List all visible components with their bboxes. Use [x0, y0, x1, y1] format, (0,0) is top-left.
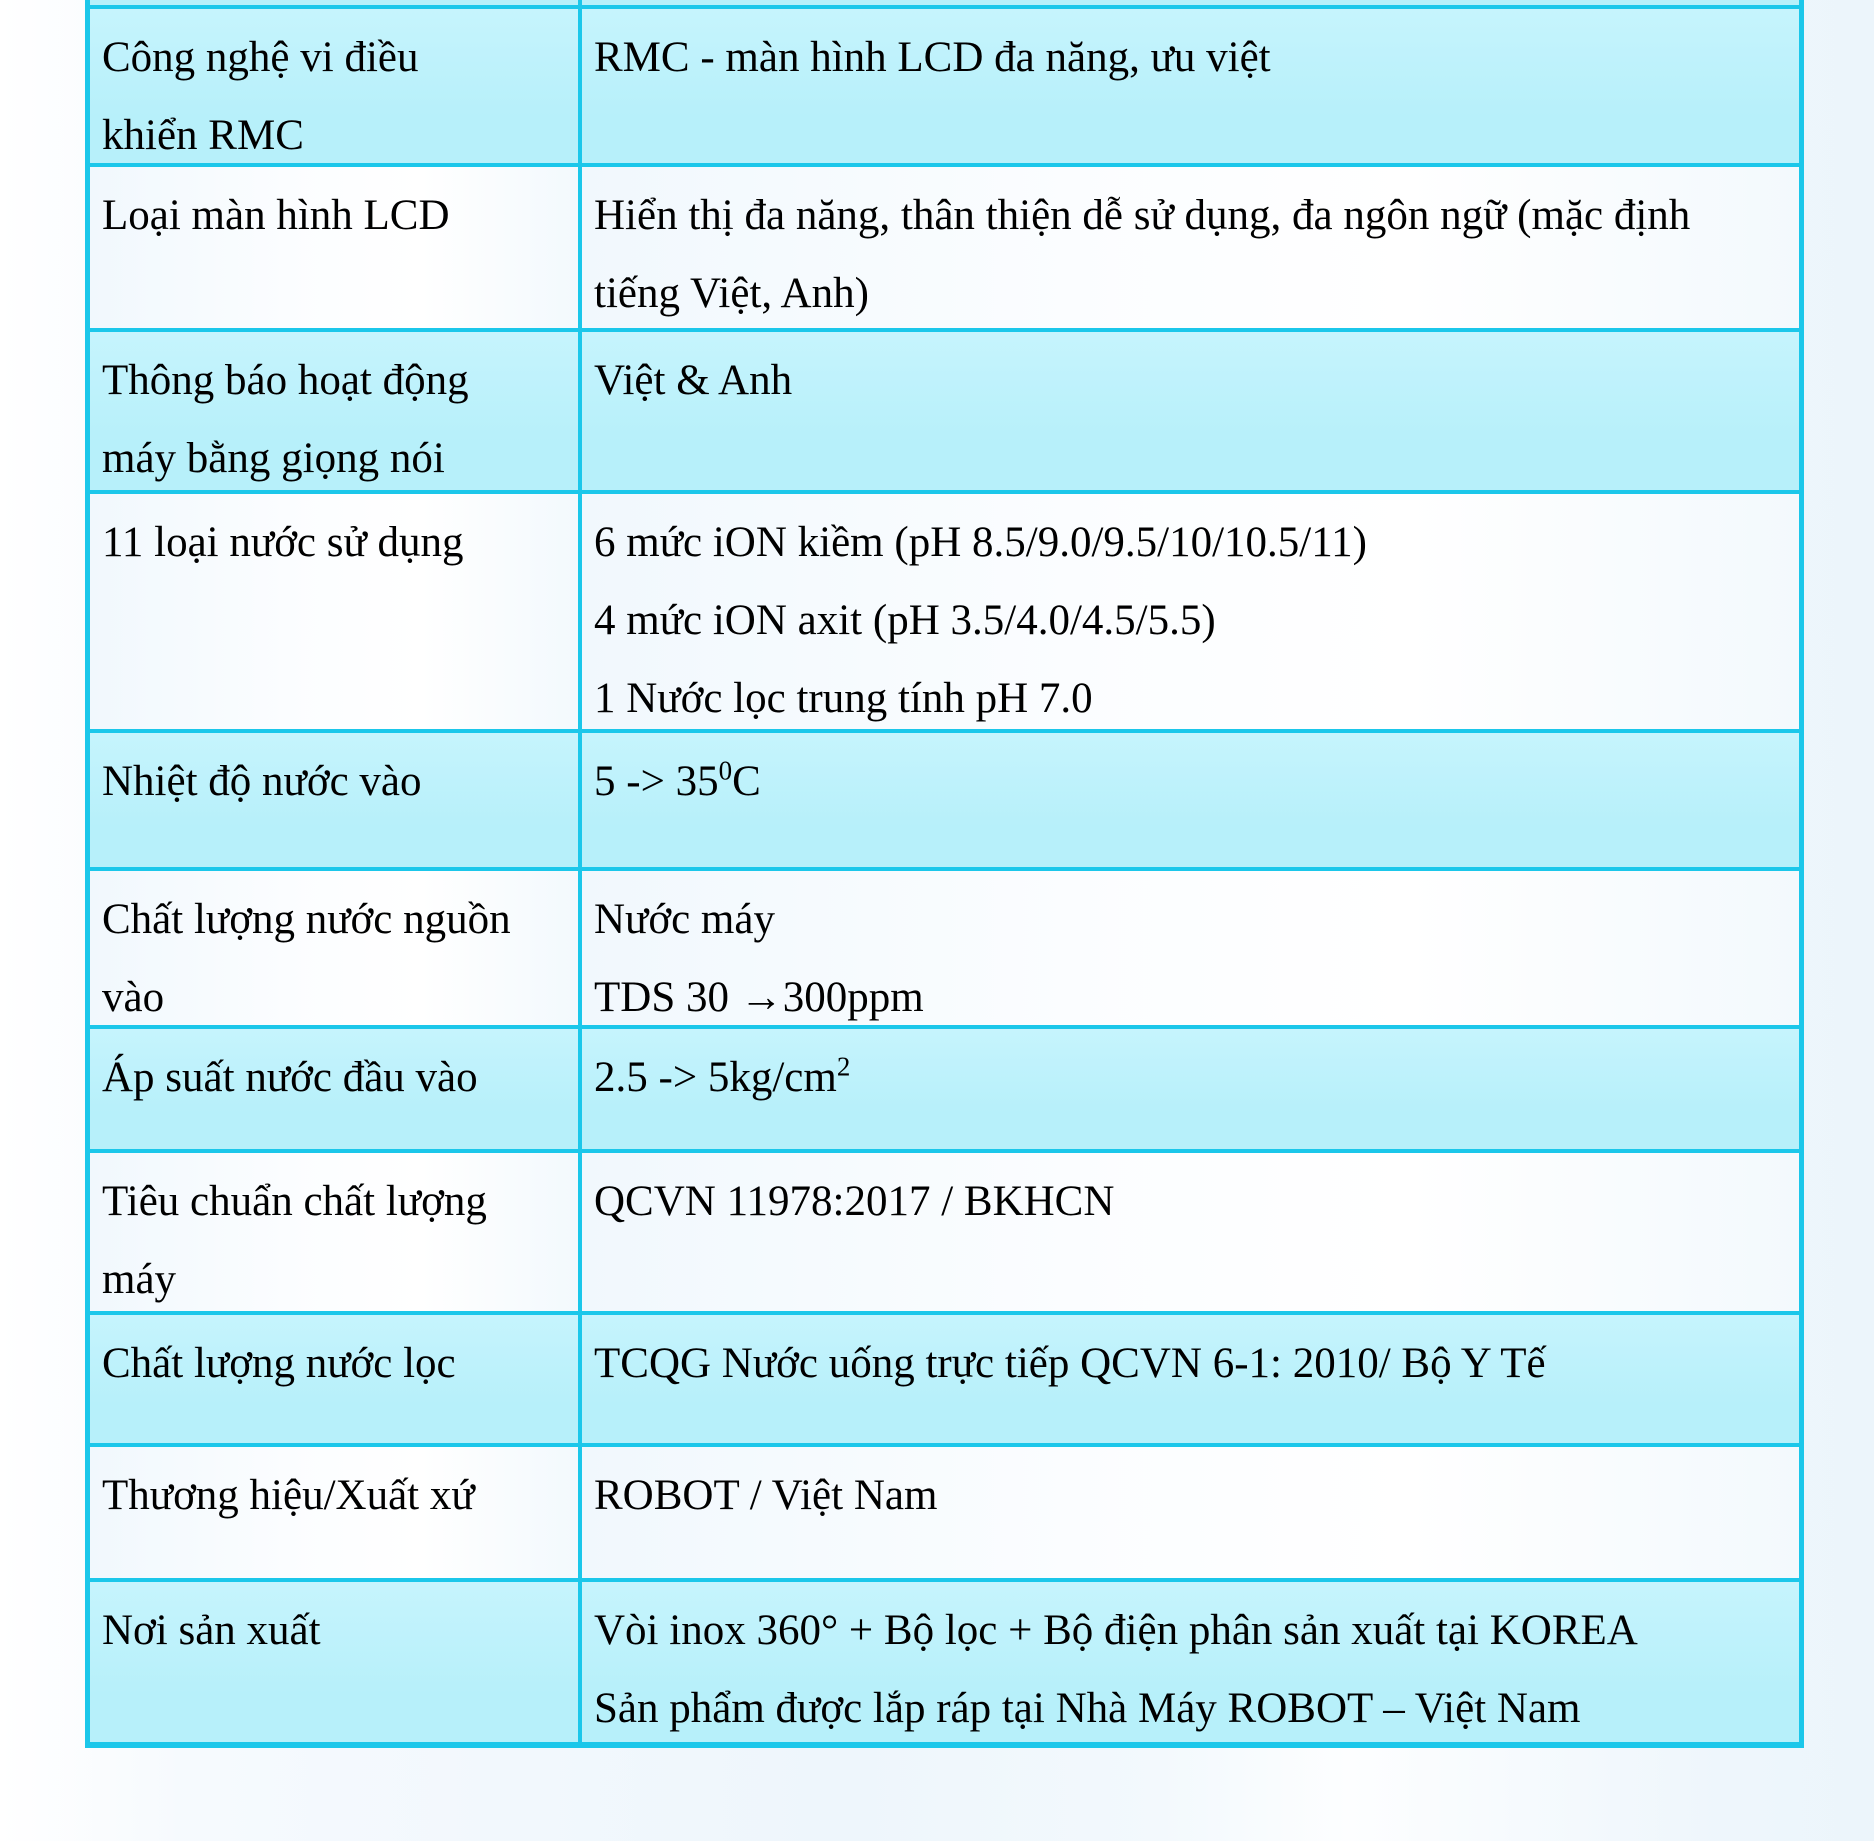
spec-value-cell	[578, 9, 1799, 163]
spec-value-cell	[578, 1447, 1799, 1578]
spec-value-text: Vòi inox 360° + Bộ lọc + Bộ điện phân sản xuất tại KOREA	[594, 1607, 1638, 1654]
spec-label-text: 11 loại nước sử dụng	[102, 519, 464, 566]
table-row	[90, 1025, 1799, 1149]
superscript: 0	[718, 755, 733, 786]
spec-value-text: RMC - màn hình LCD đa năng, ưu việt	[594, 34, 1271, 81]
spec-value-text: 1 Nước lọc trung tính pH 7.0	[594, 675, 1093, 722]
value-prefix: 5 -> 35	[594, 758, 719, 805]
spec-label-text: Nơi sản xuất	[102, 1607, 321, 1654]
table-row	[90, 1443, 1799, 1578]
spec-label-text: máy bằng giọng nói	[102, 435, 445, 482]
spec-label-text: Tiêu chuẩn chất lượng	[102, 1178, 487, 1225]
table-row	[90, 1578, 1799, 1742]
spec-value-text: Việt & Anh	[594, 357, 793, 404]
spec-value-text: 6 mức iON kiềm (pH 8.5/9.0/9.5/10/10.5/11)	[594, 519, 1367, 566]
spec-value-text: TDS 30 →300ppm	[594, 974, 924, 1021]
spec-label-text: Loại màn hình LCD	[102, 192, 450, 239]
spec-label-text: Chất lượng nước nguồn	[102, 896, 511, 943]
spec-label-cell	[90, 332, 578, 490]
spec-value-cell	[578, 0, 1799, 5]
spec-label-text: Chất lượng nước lọc	[102, 1340, 456, 1387]
spec-label-text: máy	[102, 1256, 177, 1303]
spec-table	[85, 0, 1804, 1748]
spec-value-cell	[578, 1153, 1799, 1311]
spec-value-cell	[578, 1029, 1799, 1149]
spec-label-cell	[90, 1447, 578, 1578]
spec-value-cell	[578, 733, 1799, 867]
spec-value-text: TCQG Nước uống trực tiếp QCVN 6-1: 2010/ Bộ Y Tế	[594, 1340, 1546, 1387]
table-row	[90, 490, 1799, 729]
spec-value-text: 4 mức iON axit (pH 3.5/4.0/4.5/5.5)	[594, 597, 1216, 644]
value-suffix: C	[732, 758, 761, 805]
table-row	[90, 1311, 1799, 1443]
table-row	[90, 328, 1799, 490]
spec-label-cell	[90, 494, 578, 729]
spec-label-cell	[90, 871, 578, 1025]
partial-row-top	[90, 0, 1799, 5]
spec-value-cell	[578, 494, 1799, 729]
value-prefix: 2.5 -> 5kg/cm	[594, 1054, 837, 1101]
table-row	[90, 5, 1799, 163]
spec-value-text	[594, 1039, 1789, 1117]
table-row	[90, 163, 1799, 328]
spec-value-text: Sản phẩm được lắp ráp tại Nhà Máy ROBOT – Việt Nam	[594, 1685, 1581, 1732]
spec-label-cell	[90, 733, 578, 867]
table-row	[90, 729, 1799, 867]
spec-label-text: Thương hiệu/Xuất xứ	[102, 1472, 475, 1519]
spec-value-cell	[578, 871, 1799, 1025]
spec-label-cell	[90, 0, 578, 5]
table-row	[90, 1149, 1799, 1311]
spec-value-cell	[578, 332, 1799, 490]
spec-label-cell	[90, 1029, 578, 1149]
spec-value-text: QCVN 11978:2017 / BKHCN	[594, 1178, 1115, 1225]
spec-label-text: Nhiệt độ nước vào	[102, 758, 422, 805]
spec-label-cell	[90, 1315, 578, 1443]
spec-value-text: Hiển thị đa năng, thân thiện dễ sử dụng, đa ngôn ngữ (mặc định	[594, 192, 1691, 239]
spec-label-text: Áp suất nước đầu vào	[102, 1054, 478, 1101]
spec-label-text: khiển RMC	[102, 112, 304, 159]
spec-label-cell	[90, 1153, 578, 1311]
spec-label-cell	[90, 9, 578, 163]
spec-label-text: vào	[102, 974, 165, 1021]
spec-value-text: Nước máy	[594, 896, 775, 943]
spec-label-text: Công nghệ vi điều	[102, 34, 419, 81]
spec-label-cell	[90, 1582, 578, 1742]
spec-value-cell	[578, 167, 1799, 328]
spec-label-text: Thông báo hoạt động	[102, 357, 469, 404]
spec-value-text: ROBOT / Việt Nam	[594, 1472, 938, 1519]
table-row	[90, 867, 1799, 1025]
spec-value-text	[594, 743, 1789, 821]
spec-value-text: tiếng Việt, Anh)	[594, 270, 869, 317]
spec-value-cell	[578, 1315, 1799, 1443]
spec-value-cell	[578, 1582, 1799, 1742]
superscript: 2	[836, 1051, 851, 1082]
spec-label-cell	[90, 167, 578, 328]
